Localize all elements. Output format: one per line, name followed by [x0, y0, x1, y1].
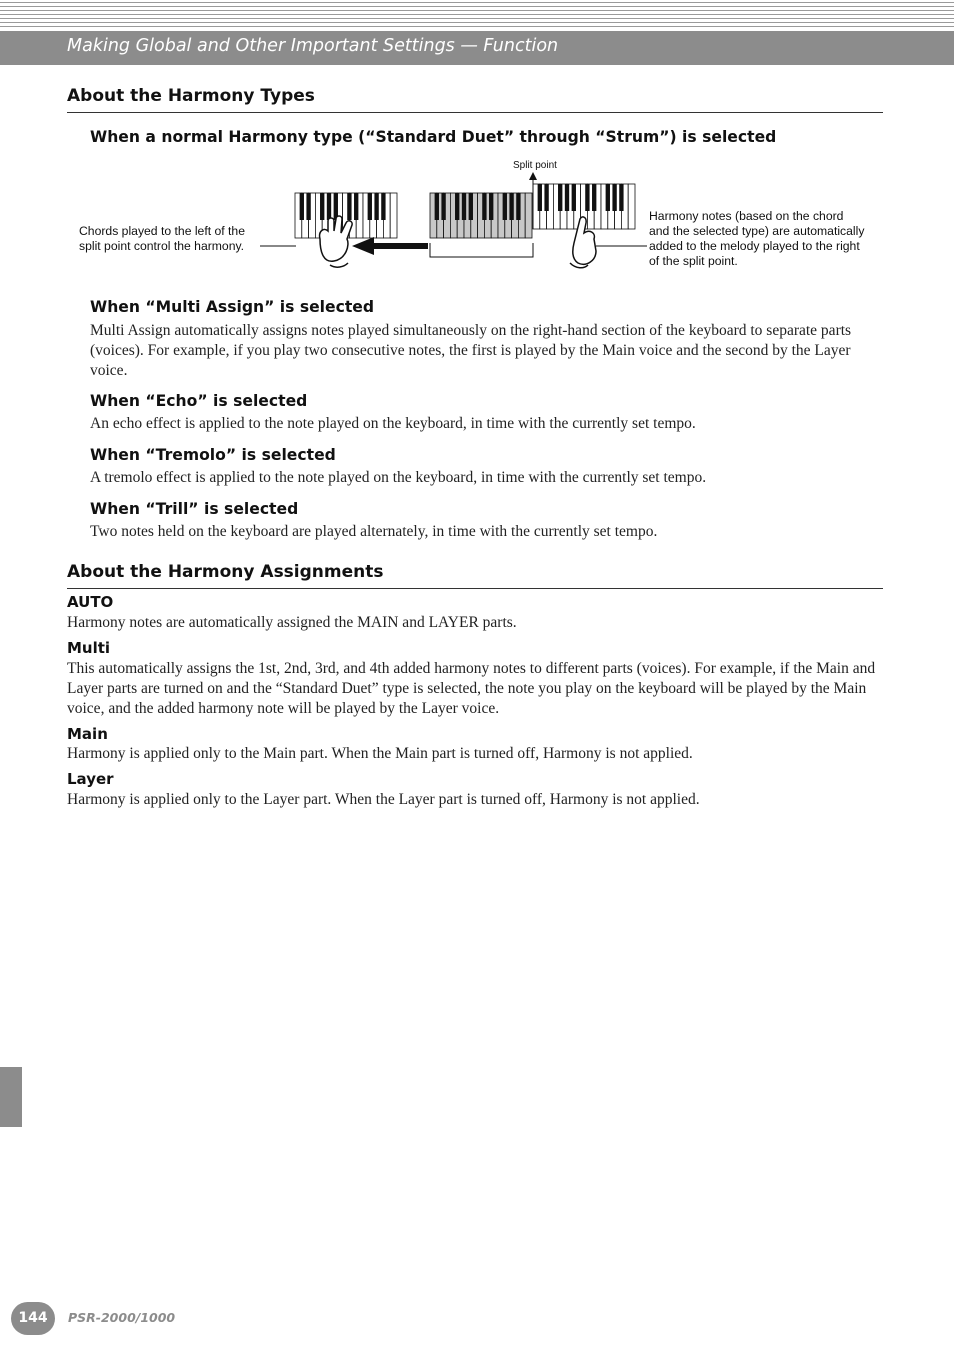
right-caption-line: added to the melody played to the right: [649, 239, 860, 253]
main-heading: Main: [67, 725, 108, 743]
model-name: PSR-2000/1000: [68, 1310, 176, 1325]
multi-assign-text: Multi Assign automatically assigns notes played simultaneously on the right-hand section of the keyboard to separate parts (voices). For example, if you play two consecutive notes, the first is played by the Main voice and the second by the Layer voice.: [90, 322, 852, 379]
multi-text: This automatically assigns the 1st, 2nd, 3rd, and 4th added harmony notes to different parts (voices). For example, if the Main and Layer parts are turned on and the “Standard Duet” type is selected, the note you play on the keyboard will be played by the Main voice, and the added harmony note will be played by the Layer voice.: [67, 660, 876, 717]
middle-keyboard: [430, 193, 532, 238]
black-key: [354, 193, 358, 220]
black-key: [381, 193, 385, 220]
black-key: [327, 193, 331, 220]
right-caption-line: and the selected type) are automatically: [649, 224, 865, 238]
black-key: [503, 193, 507, 220]
section-title-harmony-assignments: About the Harmony Assignments: [67, 562, 384, 582]
black-key: [441, 193, 445, 220]
right-caption: [649, 209, 889, 269]
chapter-banner: [0, 31, 954, 65]
black-key: [516, 193, 520, 220]
black-key: [544, 184, 548, 211]
arrow-left-head: [352, 237, 374, 255]
black-key: [489, 193, 493, 220]
black-key: [482, 193, 486, 220]
black-key: [347, 193, 351, 220]
right-caption-line: Harmony notes (based on the chord: [649, 209, 844, 223]
main-text: Harmony is applied only to the Main part. When the Main part is turned off, Harmony is not applied.: [67, 745, 693, 762]
black-key: [469, 193, 473, 220]
white-key: [525, 193, 532, 238]
chapter-title: Making Global and Other Important Settings — Function: [67, 36, 559, 56]
section-rule: [67, 588, 883, 589]
black-key: [585, 184, 589, 211]
multi-heading: Multi: [67, 639, 111, 657]
tremolo-text: A tremolo effect is applied to the note played on the keyboard, in time with the currently set tempo.: [90, 469, 707, 486]
layer-heading: Layer: [67, 770, 114, 788]
chapter-side-tab: [0, 1067, 22, 1127]
black-key: [592, 184, 596, 211]
section-title-harmony-types: About the Harmony Types: [67, 86, 315, 106]
black-key: [509, 193, 513, 220]
page-number: 144: [11, 1302, 55, 1335]
black-key: [368, 193, 372, 220]
white-key: [628, 184, 635, 229]
echo-heading: When “Echo” is selected: [90, 392, 308, 410]
black-key: [606, 184, 610, 211]
right-caption-line: of the split point.: [649, 254, 738, 268]
black-key: [619, 184, 623, 211]
header-stripes: [0, 0, 954, 30]
trill-heading: When “Trill” is selected: [90, 500, 299, 518]
split-arrow-icon: [529, 172, 537, 180]
black-key: [612, 184, 616, 211]
black-key: [538, 184, 542, 211]
multi-assign-heading: When “Multi Assign” is selected: [90, 298, 375, 316]
left-caption-line: split point control the harmony.: [79, 239, 245, 253]
split-point-label: Split point: [513, 160, 557, 171]
black-key: [565, 184, 569, 211]
range-bracket: [430, 243, 533, 257]
layer-text: Harmony is applied only to the Layer part. When the Layer part is turned off, Harmony is not applied.: [67, 791, 700, 808]
black-key: [306, 193, 310, 220]
black-key: [374, 193, 378, 220]
echo-text: An echo effect is applied to the note played on the keyboard, in time with the currently set tempo.: [90, 415, 696, 432]
black-key: [320, 193, 324, 220]
white-key: [390, 193, 397, 238]
normal-harmony-heading: When a normal Harmony type (“Standard Duet” through “Strum”) is selected: [90, 128, 777, 146]
auto-text: Harmony notes are automatically assigned the MAIN and LAYER parts.: [67, 614, 517, 631]
black-key: [572, 184, 576, 211]
tremolo-heading: When “Tremolo” is selected: [90, 446, 336, 464]
black-key: [455, 193, 459, 220]
keyboard-split-diagram: [70, 155, 890, 275]
auto-heading: AUTO: [67, 593, 114, 611]
black-key: [462, 193, 466, 220]
black-key: [300, 193, 304, 220]
black-key: [558, 184, 562, 211]
section-rule: [67, 112, 883, 113]
arrow-left-icon: [370, 243, 428, 249]
left-caption: [79, 224, 259, 254]
left-caption-line: Chords played to the left of the: [79, 224, 245, 238]
trill-text: Two notes held on the keyboard are played alternately, in time with the currently set tempo.: [90, 523, 658, 540]
black-key: [435, 193, 439, 220]
